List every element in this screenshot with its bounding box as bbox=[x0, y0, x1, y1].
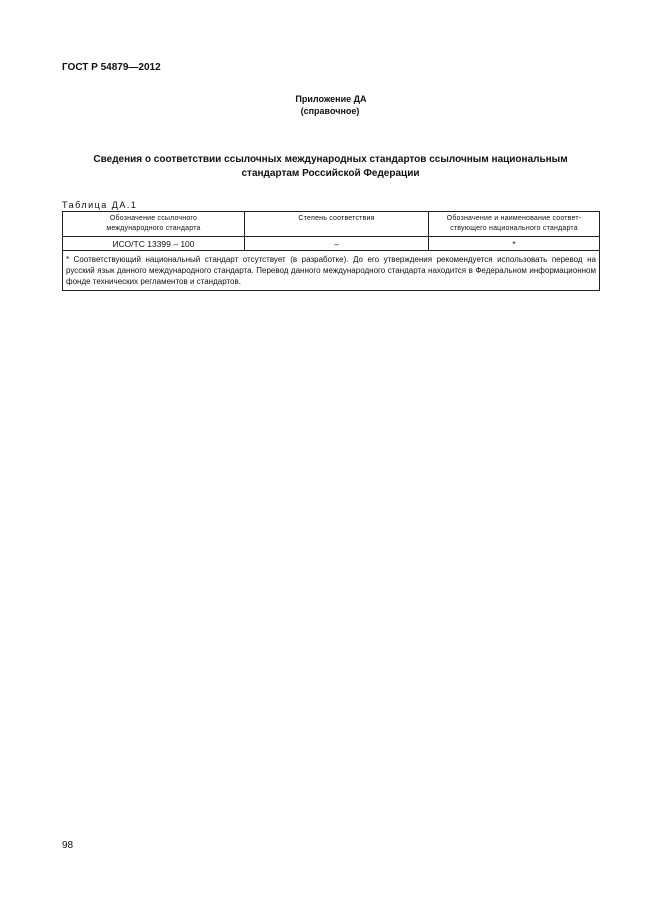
table-footnote-row bbox=[63, 251, 600, 291]
cell-international-designation: ИСО/ТС 13399 – 100 bbox=[63, 237, 245, 251]
column-header-line: международного стандарта bbox=[106, 225, 201, 232]
appendix-heading bbox=[0, 93, 646, 117]
correspondence-table bbox=[62, 211, 600, 291]
table-row bbox=[63, 237, 600, 251]
table-footnote: * Соответствующий национальный стандарт отсутствует (в разработке). До его утверждения рекомендуется использовать перевод на русский язык данного международного стандарта. Перевод данного международного стандарта находится в Федеральном информационном фонде технических регламентов и стандартов. bbox=[63, 251, 600, 291]
cell-degree: – bbox=[245, 237, 429, 251]
table-caption: Таблица ДА.1 bbox=[62, 200, 138, 210]
cell-national-standard: * bbox=[429, 237, 600, 251]
section-title-line-1: Сведения о соответствии ссылочных международных стандартов ссылочным национальным bbox=[93, 154, 568, 165]
column-header-line: ствующего национального стандарта bbox=[450, 225, 578, 232]
table-header-row bbox=[63, 212, 600, 237]
document-code: ГОСТ Р 54879—2012 bbox=[62, 62, 161, 73]
section-title-line-2: стандартам Российской Федерации bbox=[241, 168, 420, 179]
column-header-degree bbox=[245, 212, 429, 237]
section-title bbox=[62, 153, 599, 181]
column-header-national-standard bbox=[429, 212, 600, 237]
page-number: 98 bbox=[62, 840, 74, 851]
column-header-line: Обозначение и наименование соответ- bbox=[446, 215, 582, 222]
column-header-line: Обозначение ссылочного bbox=[109, 215, 198, 222]
column-header-line: Степень соответствия bbox=[298, 215, 375, 222]
appendix-title: Приложение ДА bbox=[295, 94, 367, 104]
appendix-subtitle: (справочное) bbox=[300, 106, 360, 116]
column-header-international-designation bbox=[63, 212, 245, 237]
